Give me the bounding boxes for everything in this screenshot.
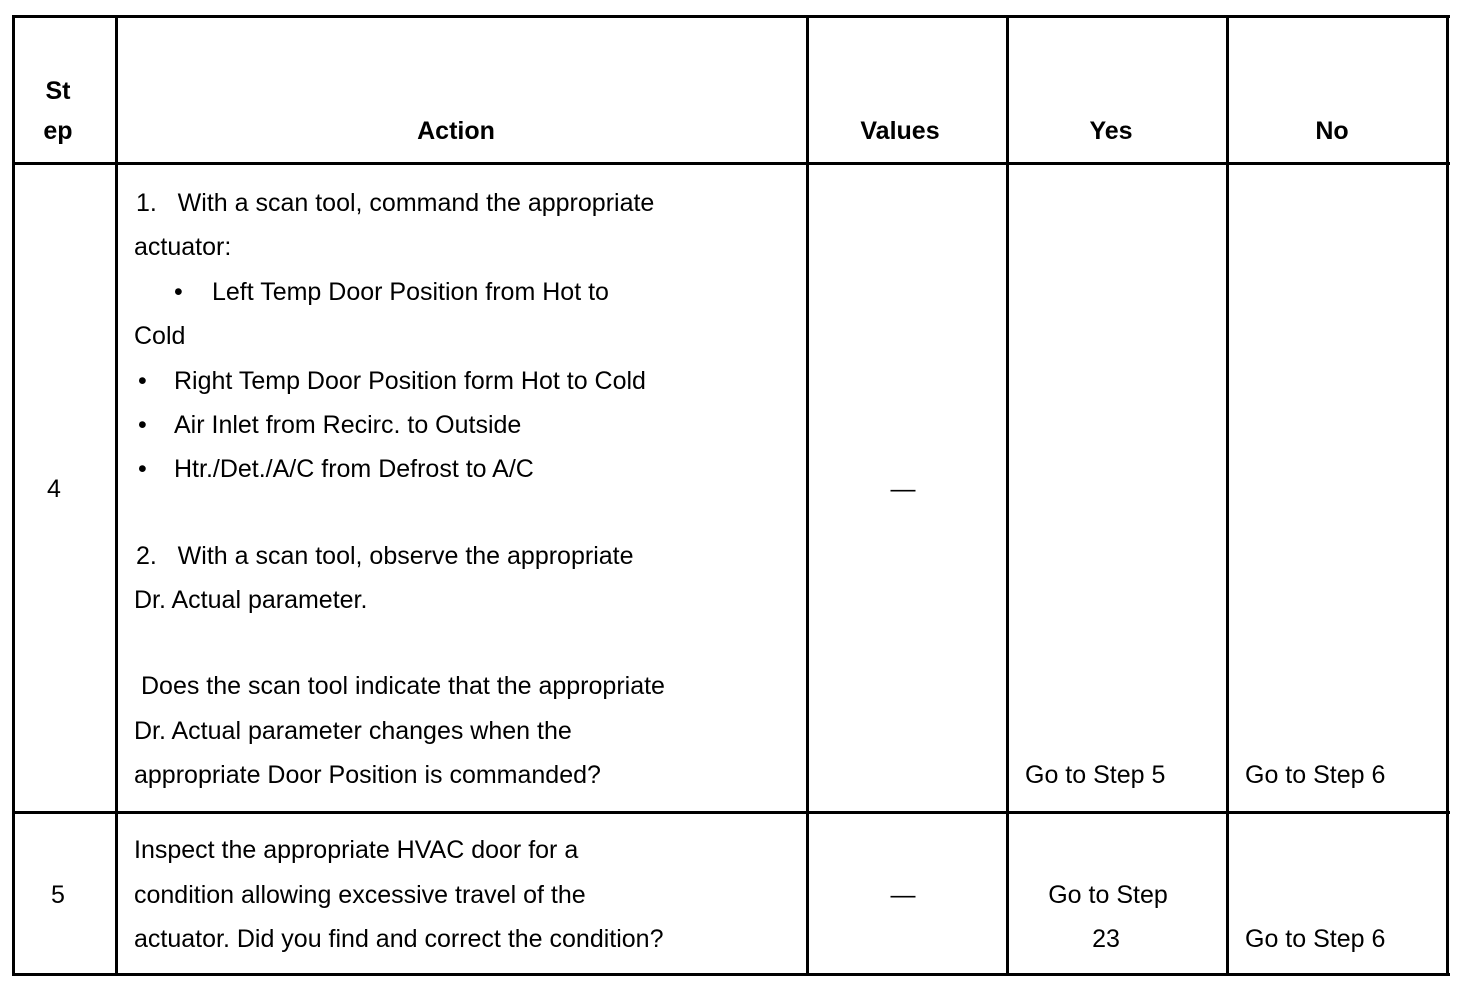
action-line: actuator. Did you find and correct the condition?: [134, 925, 664, 953]
bullet-icon: •: [138, 455, 147, 483]
no-cell: Go to Step 6: [1245, 925, 1386, 953]
column-divider-action: [806, 15, 809, 976]
values-cell: —: [890, 475, 916, 503]
header-action: Action: [417, 117, 495, 145]
action-line: Inspect the appropriate HVAC door for a: [134, 836, 579, 864]
action-line: Cold: [134, 322, 186, 350]
column-divider-step: [115, 15, 118, 976]
bullet-icon: •: [138, 411, 147, 439]
header-no: No: [1315, 117, 1349, 145]
step-number: 4: [47, 475, 61, 503]
header-step-line2: ep: [43, 117, 73, 145]
values-cell: —: [890, 881, 916, 909]
yes-cell: 23: [1092, 925, 1120, 953]
column-divider-yes: [1226, 15, 1229, 976]
step-number: 5: [51, 881, 65, 909]
header-yes: Yes: [1089, 117, 1133, 145]
no-cell: Go to Step 6: [1245, 761, 1386, 789]
column-divider-values: [1006, 15, 1009, 976]
action-question: appropriate Door Position is commanded?: [134, 761, 601, 789]
table-border-top: [12, 15, 1450, 18]
bullet-icon: •: [174, 278, 183, 306]
action-bullet-item: Left Temp Door Position from Hot to: [212, 278, 609, 306]
action-line: actuator:: [134, 233, 232, 261]
header-step-line1: St: [45, 77, 71, 105]
action-question: Dr. Actual parameter changes when the: [134, 717, 572, 745]
table-border-left: [12, 15, 15, 976]
action-question: Does the scan tool indicate that the appropriate: [141, 672, 665, 700]
header-divider: [12, 162, 1450, 165]
yes-cell: Go to Step 5: [1025, 761, 1166, 789]
header-values: Values: [860, 117, 940, 145]
action-bullet-item: Htr./Det./A/C from Defrost to A/C: [174, 455, 534, 483]
row-divider: [12, 811, 1450, 814]
action-bullet-item: Air Inlet from Recirc. to Outside: [174, 411, 522, 439]
yes-cell: Go to Step: [1048, 881, 1168, 909]
action-line: 1. With a scan tool, command the appropriate: [136, 189, 655, 217]
table-border-bottom: [12, 973, 1450, 976]
bullet-icon: •: [138, 367, 147, 395]
action-line: Dr. Actual parameter.: [134, 586, 368, 614]
action-bullet-item: Right Temp Door Position form Hot to Cold: [174, 367, 646, 395]
table-border-right: [1446, 15, 1449, 976]
action-line: 2. With a scan tool, observe the appropriate: [136, 542, 634, 570]
action-line: condition allowing excessive travel of the: [134, 881, 586, 909]
